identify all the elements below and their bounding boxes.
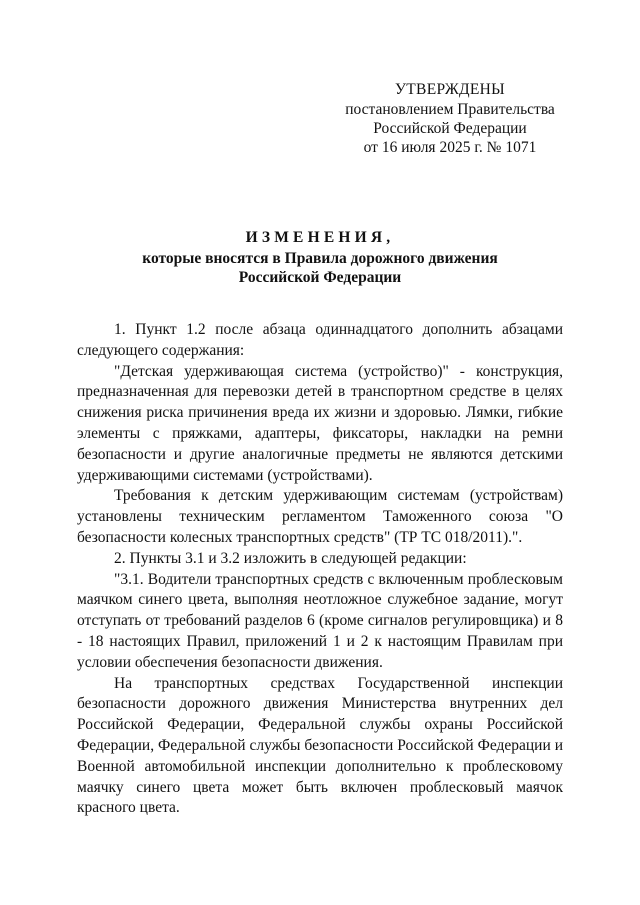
paragraph-clause-3-1: "3.1. Водители транспортных средств с включенным проблесковым маячком синего цвета, выполняя неотложное служебное задание, могут отступать от требований разделов 6 (кроме сигналов регулировщика) и 8 - 18 настоящих Правил, приложений 1 и 2 к настоящим Правилам при условии обеспечения безопасности движения. (77, 570, 563, 671)
paragraph-item-2: 2. Пункты 3.1 и 3.2 изложить в следующей редакции: (114, 549, 467, 567)
document-subtitle-line-2: Российской Федерации (238, 269, 402, 286)
paragraph-definition: "Детская удерживающая система (устройство)" - конструкция, предназначенная для перевозки детей в транспортном средстве в целях снижения риска причинения вреда их жизни и здоровью. Лямки, гибкие элементы с пряжками, адаптеры, фиксаторы, накладки на ремни безопасности и другие аналогичные предметы не являются детскими удерживающими системами (устройствами). (77, 362, 563, 484)
paragraph-red-beacon: На транспортных средствах Государственной инспекции безопасности дорожного движения Министерства внутренних дел Российской Федерации, Федеральной службы охраны Российской Федерации, Федеральной службы безопасности Российской Федерации и Военной автомобильной инспекции дополнительно к проблесковому маячку синего цвета может быть включен проблесковый маячок красного цвета. (77, 674, 563, 817)
approval-block (340, 80, 560, 157)
approval-line-government: Российской Федерации (373, 120, 527, 137)
document-title: ИЗМЕНЕНИЯ, (245, 229, 395, 246)
approval-line-decree: постановлением Правительства (345, 101, 555, 118)
approval-heading: УТВЕРЖДЕНЫ (395, 81, 505, 98)
paragraph-item-1: 1. Пункт 1.2 после абзаца одиннадцатого дополнить абзацами следующего содержания: (77, 321, 563, 359)
document-subtitle-line-1: которые вносятся в Правила дорожного движения (142, 250, 498, 267)
document-title-block (60, 228, 580, 287)
approval-line-date-number: от 16 июля 2025 г. № 1071 (363, 139, 537, 156)
paragraph-requirements: Требования к детским удерживающим системам (устройствам) установлены техническим регламентом Таможенного союза "О безопасности колесных транспортных средств" (ТР ТС 018/2011).". (77, 487, 563, 546)
document-body (77, 320, 563, 819)
